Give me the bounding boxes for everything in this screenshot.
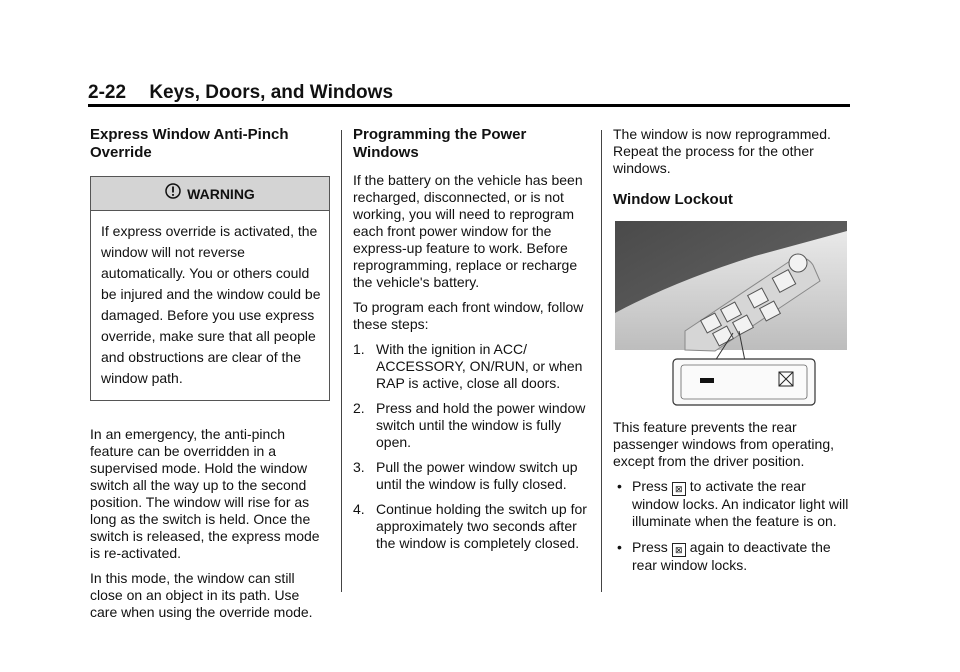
paragraph-program-intro: To program each front window, follow these steps: — [353, 299, 584, 332]
paragraph-battery: If the battery on the vehicle has been recharged, disconnected, or is not working, you will need to reprogram each front power window for the express-up feature to work. Before reprogramming, replace or recharge the vehicle's battery. — [353, 172, 583, 290]
warning-icon — [165, 183, 181, 204]
steps-list — [353, 341, 588, 552]
list-item: 3. Pull the power window switch up until the window is fully closed. — [353, 459, 578, 492]
column-divider-2 — [601, 130, 602, 592]
header-rule — [88, 104, 850, 107]
paragraph-mode: In this mode, the window can still close on an object in its path. Use care when using the override mode. — [90, 570, 313, 620]
window-switch-illustration — [615, 221, 847, 409]
list-item: • Press ⊠ to activate the rear window locks. An indicator light will illuminate when the feature is on. — [617, 478, 849, 529]
section-heading-lockout: Window Lockout — [613, 191, 733, 208]
column-2 — [353, 126, 588, 560]
paragraph-feature: This feature prevents the rear passenger windows from operating, except from the driver position. — [613, 419, 835, 469]
window-lock-icon: ⊠ — [672, 482, 686, 496]
list-item: 1. With the ignition in ACC/ ACCESSORY, ON/RUN, or when RAP is active, close all doors. — [353, 341, 583, 391]
section-heading-anti-pinch: Express Window Anti-Pinch Override — [90, 126, 289, 161]
page-number: 2-22 — [88, 82, 127, 103]
column-3 — [613, 126, 853, 583]
list-item: 2. Press and hold the power window switch until the window is fully open. — [353, 400, 586, 450]
paragraph-emergency: In an emergency, the anti-pinch feature can be overridden in a supervised mode. Hold the window switch all the way up to the second position. The window will rise for as long as the switch is held. Once the switch is released, the express mode is re-activated. — [90, 426, 320, 561]
warning-label: WARNING — [187, 185, 255, 202]
section-heading-programming: Programming the Power Windows — [353, 126, 527, 161]
warning-box — [90, 176, 330, 401]
list-item: 4. Continue holding the switch up for approximately two seconds after the window is completely closed. — [353, 501, 587, 551]
section-title: Keys, Doors, and Windows — [149, 82, 394, 103]
warning-text: If express override is activated, the window will not reverse automatically. You or others could be injured and the window could be damaged. Before you use express override, make sure that all people and obstructions are clear of the window path. — [101, 223, 321, 386]
column-divider-1 — [341, 130, 342, 592]
lockout-bullets — [613, 478, 853, 574]
warning-header — [91, 177, 329, 211]
paragraph-reprogrammed: The window is now reprogrammed. Repeat the process for the other windows. — [613, 126, 831, 176]
page-header — [88, 82, 393, 104]
window-lock-icon: ⊠ — [672, 543, 686, 557]
column-1 — [90, 126, 330, 629]
list-item: • Press ⊠ again to deactivate the rear window locks. — [617, 539, 831, 573]
